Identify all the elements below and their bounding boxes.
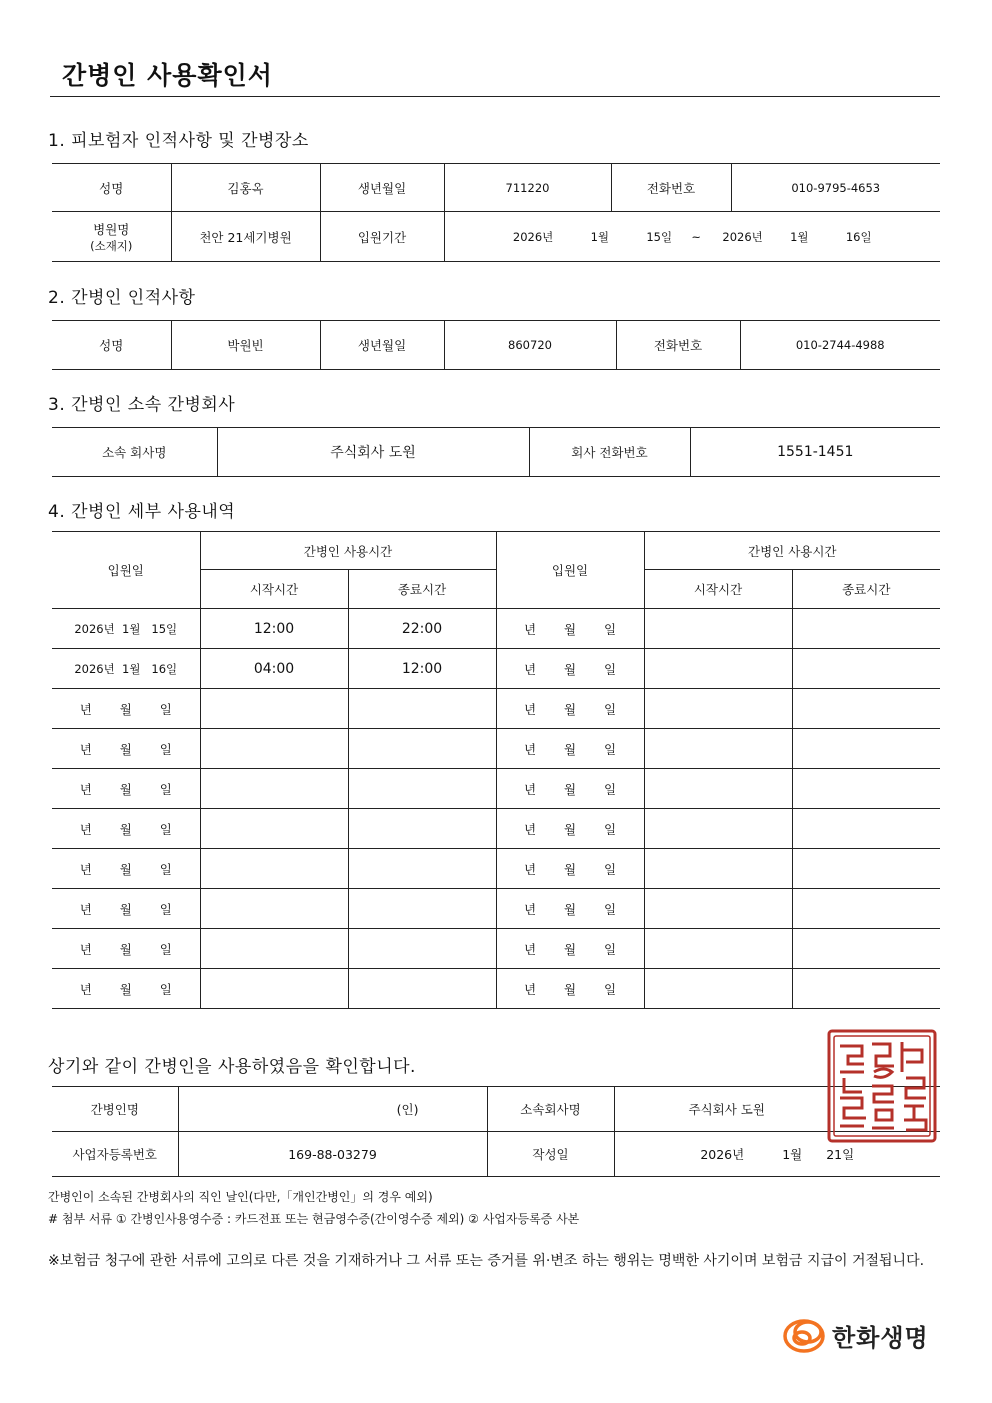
signature-table: [52, 1086, 940, 1177]
left-end-time[interactable]: [348, 889, 496, 929]
left-date[interactable]: [52, 769, 200, 809]
usage-row: [52, 929, 940, 969]
left-date-month: 월: [119, 781, 132, 797]
period-start-year: 2026년: [512, 229, 554, 244]
right-date-year: 년: [523, 741, 537, 757]
left-date-year: 년: [79, 901, 92, 917]
right-end-time[interactable]: [792, 769, 940, 809]
left-date-year: 년: [79, 781, 92, 797]
right-date[interactable]: [496, 649, 644, 689]
right-date-month: 월: [563, 701, 577, 717]
period-tilde: ~: [691, 229, 702, 244]
left-start-time[interactable]: [200, 689, 348, 729]
right-date-header: 입원일: [496, 532, 644, 609]
right-end-time[interactable]: [792, 889, 940, 929]
left-start-time[interactable]: [200, 809, 348, 849]
right-date-month: 월: [563, 621, 577, 637]
right-date[interactable]: [496, 769, 644, 809]
left-date-month: 월: [119, 701, 132, 717]
left-start-time[interactable]: [200, 849, 348, 889]
company-seal-stamp: [826, 1028, 938, 1144]
right-date-year: 년: [523, 901, 537, 917]
write-date-month: 1월: [782, 1147, 803, 1162]
insured-birth-label: 생년월일: [320, 164, 444, 212]
right-date-day: 일: [603, 701, 617, 717]
right-date-month: 월: [563, 981, 577, 997]
logo-text: 한화생명: [832, 1324, 929, 1352]
left-date-month: 월: [119, 981, 132, 997]
caregiver-birth-label: 생년월일: [320, 321, 444, 370]
left-end-time[interactable]: [348, 689, 496, 729]
left-start-time[interactable]: 12:00: [200, 609, 348, 649]
right-date-month: 월: [563, 821, 577, 837]
company-phone[interactable]: 1551-1451: [690, 428, 940, 477]
fraud-warning: ※보험금 청구에 관한 서류에 고의로 다른 것을 기재하거나 그 서류 또는 증거를 위·변조 하는 행위는 명백한 사기이며 보험금 지급이 거절됩니다.: [48, 1253, 925, 1269]
left-start-header: 시작시간: [200, 570, 348, 609]
caregiver-phone[interactable]: 010-2744-4988: [740, 321, 940, 370]
right-end-time[interactable]: [792, 969, 940, 1009]
left-date-year: 년: [79, 861, 92, 877]
hanwha-life-logo: [780, 1310, 940, 1358]
right-date-month: 월: [563, 861, 577, 877]
left-date[interactable]: [52, 929, 200, 969]
left-date-day: 일: [159, 741, 172, 757]
left-end-time[interactable]: [348, 769, 496, 809]
right-start-time[interactable]: [644, 689, 792, 729]
right-date-day: 일: [603, 941, 617, 957]
left-date-month: 월: [119, 901, 132, 917]
left-date-day: 일: [159, 901, 172, 917]
left-end-time[interactable]: [348, 849, 496, 889]
period-label: 입원기간: [320, 212, 444, 262]
caregiver-name-label: 성명: [52, 321, 171, 370]
right-date-year: 년: [523, 781, 537, 797]
company-name-label: 소속 회사명: [52, 428, 217, 477]
left-start-time[interactable]: [200, 889, 348, 929]
left-date-month: 월: [119, 861, 132, 877]
left-date-year: 년: [79, 821, 92, 837]
left-end-time[interactable]: [348, 729, 496, 769]
right-end-time[interactable]: [792, 689, 940, 729]
right-end-time[interactable]: [792, 729, 940, 769]
right-start-time[interactable]: [644, 889, 792, 929]
left-date-year: 년: [79, 981, 92, 997]
note-attachments: # 첨부 서류 ① 간병인사용영수증 : 카드전표 또는 현금영수증(간이영수증 제외) ② 사업자등록증 사본: [48, 1212, 580, 1226]
right-date-day: 일: [603, 741, 617, 757]
section-2-heading: 2. 간병인 인적사항: [48, 288, 196, 308]
left-date-day: 일: [159, 781, 172, 797]
hospital-sub-label: (소재지): [90, 238, 133, 253]
left-date[interactable]: [52, 809, 200, 849]
hospital-label: 병원명: [93, 221, 130, 237]
write-date-label: 작성일: [487, 1132, 614, 1177]
right-date[interactable]: [496, 809, 644, 849]
left-date-month: 월: [119, 821, 132, 837]
left-end-time[interactable]: 12:00: [348, 649, 496, 689]
document-title: 간병인 사용확인서: [62, 61, 273, 90]
right-end-time[interactable]: [792, 929, 940, 969]
biz-number-label: 사업자등록번호: [52, 1132, 178, 1177]
right-end-time[interactable]: [792, 649, 940, 689]
left-date[interactable]: 2026년 1월 15일: [52, 609, 200, 649]
right-date-day: 일: [603, 981, 617, 997]
right-date[interactable]: [496, 609, 644, 649]
right-start-time[interactable]: [644, 609, 792, 649]
left-date[interactable]: [52, 849, 200, 889]
left-date-year: 년: [79, 701, 92, 717]
biz-number[interactable]: 169-88-03279: [178, 1132, 487, 1177]
right-time-header: 간병인 사용시간: [644, 532, 940, 570]
right-date-year: 년: [523, 861, 537, 877]
caregiver-sign-field[interactable]: [178, 1087, 487, 1132]
right-date[interactable]: [496, 969, 644, 1009]
left-date-month: 월: [119, 941, 132, 957]
insured-birth[interactable]: 711220: [444, 164, 611, 212]
right-end-header: 종료시간: [792, 570, 940, 609]
left-start-time[interactable]: 04:00: [200, 649, 348, 689]
section-4-heading: 4. 간병인 세부 사용내역: [48, 502, 236, 522]
usage-row: [52, 649, 940, 689]
left-start-time[interactable]: [200, 769, 348, 809]
left-start-time[interactable]: [200, 729, 348, 769]
right-date-year: 년: [523, 981, 537, 997]
insured-name-label: 성명: [52, 164, 171, 212]
left-date[interactable]: [52, 969, 200, 1009]
hanwha-flame-icon: [780, 1310, 830, 1358]
right-date-day: 일: [603, 781, 617, 797]
right-date-month: 월: [563, 781, 577, 797]
company-name[interactable]: 주식회사 도원: [217, 428, 529, 477]
left-date-day: 일: [159, 941, 172, 957]
caregiver-birth[interactable]: 860720: [444, 321, 616, 370]
caregiver-table: [52, 320, 940, 370]
right-date-year: 년: [523, 701, 537, 717]
right-date-day: 일: [603, 621, 617, 637]
caregiver-sign-label: 간병인명: [52, 1087, 178, 1132]
left-date-day: 일: [159, 701, 172, 717]
period-end-year: 2026년: [722, 229, 763, 244]
company-phone-label: 회사 전화번호: [529, 428, 690, 477]
right-date-month: 월: [563, 901, 577, 917]
usage-row: [52, 609, 940, 649]
hospital-label-cell: [52, 212, 171, 262]
seal-mark: (인): [396, 1102, 419, 1117]
left-start-time[interactable]: [200, 969, 348, 1009]
usage-table: [52, 531, 940, 1009]
right-date-year: 년: [523, 661, 537, 677]
right-start-header: 시작시간: [644, 570, 792, 609]
left-date-day: 일: [159, 861, 172, 877]
insured-table: [52, 163, 940, 262]
write-date-day: 21일: [826, 1147, 855, 1162]
period-end-day: 16일: [845, 229, 872, 244]
right-end-time[interactable]: [792, 849, 940, 889]
confirmation-statement: 상기와 같이 간병인을 사용하였음을 확인합니다.: [48, 1057, 416, 1077]
right-date[interactable]: [496, 929, 644, 969]
admission-period[interactable]: [444, 212, 940, 262]
right-start-time[interactable]: [644, 849, 792, 889]
left-date-month: 월: [119, 741, 132, 757]
right-end-time[interactable]: [792, 609, 940, 649]
left-date[interactable]: [52, 889, 200, 929]
section-1-heading: 1. 피보험자 인적사항 및 간병장소: [48, 131, 309, 151]
left-start-time[interactable]: [200, 929, 348, 969]
right-start-time[interactable]: [644, 809, 792, 849]
right-end-time[interactable]: [792, 809, 940, 849]
right-start-time[interactable]: [644, 929, 792, 969]
usage-row: [52, 769, 940, 809]
right-date[interactable]: [496, 689, 644, 729]
right-date[interactable]: [496, 889, 644, 929]
right-date-year: 년: [523, 941, 537, 957]
right-start-time[interactable]: [644, 769, 792, 809]
right-start-time[interactable]: [644, 649, 792, 689]
left-date-year: 년: [79, 941, 92, 957]
right-date-day: 일: [603, 661, 617, 677]
left-time-header: 간병인 사용시간: [200, 532, 496, 570]
note-seal: 간병인이 소속된 간병회사의 직인 날인(다만,「개인간병인」의 경우 예외): [48, 1190, 433, 1204]
insured-phone[interactable]: 010-9795-4653: [731, 164, 940, 212]
left-end-header: 종료시간: [348, 570, 496, 609]
insured-name[interactable]: 김홍옥: [171, 164, 320, 212]
title-divider: [50, 96, 940, 97]
company-table: [52, 427, 940, 477]
right-date-day: 일: [603, 861, 617, 877]
right-date-year: 년: [523, 821, 537, 837]
hospital-name[interactable]: 천안 21세기병원: [171, 212, 320, 262]
left-date-day: 일: [159, 821, 172, 837]
period-start-day: 15일: [646, 229, 673, 244]
left-end-time[interactable]: [348, 929, 496, 969]
left-end-time[interactable]: [348, 969, 496, 1009]
right-date[interactable]: [496, 849, 644, 889]
sign-company-name[interactable]: 주식회사 도원: [614, 1087, 940, 1132]
right-date-month: 월: [563, 941, 577, 957]
left-end-time[interactable]: [348, 809, 496, 849]
section-3-heading: 3. 간병인 소속 간병회사: [48, 395, 236, 415]
left-date[interactable]: [52, 689, 200, 729]
left-end-time[interactable]: 22:00: [348, 609, 496, 649]
left-date-header: 입원일: [52, 532, 200, 609]
period-end-month: 1월: [790, 229, 809, 244]
sign-company-label: 소속회사명: [487, 1087, 614, 1132]
usage-row: [52, 889, 940, 929]
right-date-day: 일: [603, 821, 617, 837]
right-date-month: 월: [563, 661, 577, 677]
right-date[interactable]: [496, 729, 644, 769]
left-date[interactable]: 2026년 1월 16일: [52, 649, 200, 689]
write-date-year: 2026년: [700, 1147, 745, 1162]
usage-row: [52, 729, 940, 769]
usage-row: [52, 809, 940, 849]
right-date-month: 월: [563, 741, 577, 757]
right-date-year: 년: [523, 621, 537, 637]
usage-row: [52, 849, 940, 889]
insured-phone-label: 전화번호: [611, 164, 731, 212]
left-date-day: 일: [159, 981, 172, 997]
right-date-day: 일: [603, 901, 617, 917]
caregiver-phone-label: 전화번호: [616, 321, 740, 370]
usage-row: [52, 689, 940, 729]
right-start-time[interactable]: [644, 969, 792, 1009]
caregiver-name[interactable]: 박원빈: [171, 321, 320, 370]
left-date-year: 년: [79, 741, 92, 757]
right-start-time[interactable]: [644, 729, 792, 769]
period-start-month: 1월: [590, 229, 610, 244]
left-date[interactable]: [52, 729, 200, 769]
usage-row: [52, 969, 940, 1009]
